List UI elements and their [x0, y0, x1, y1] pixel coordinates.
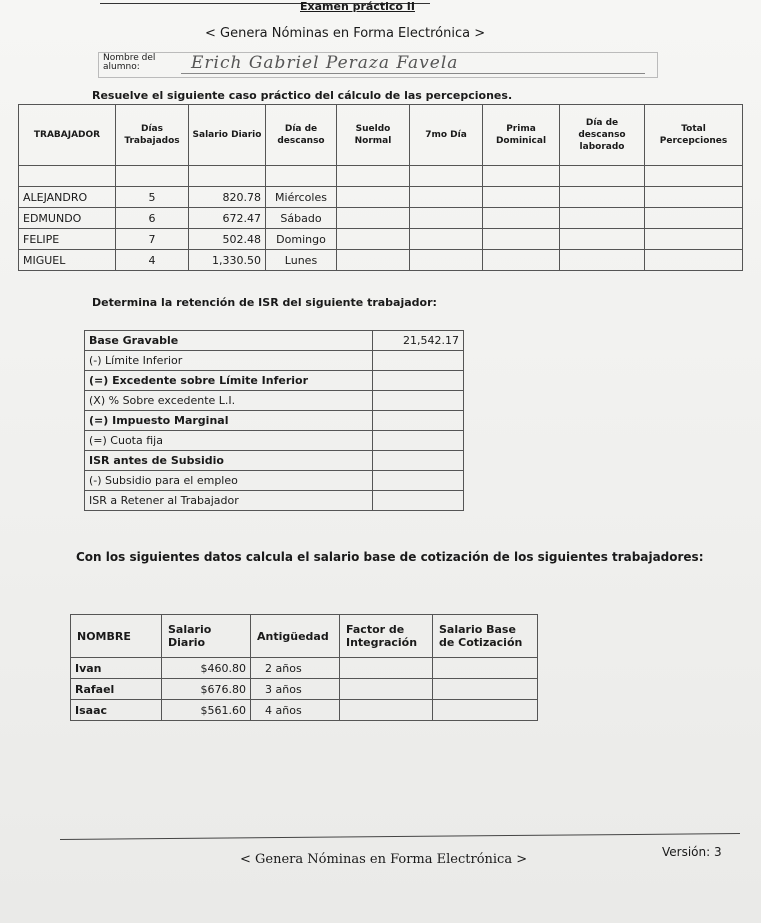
- col-total-percepciones: Total Percepciones: [645, 105, 743, 166]
- col-dia-descanso: Día de descanso: [266, 105, 337, 166]
- col-trabajador: TRABAJADOR: [19, 105, 116, 166]
- student-name-box: [98, 52, 658, 78]
- daily-salary: 502.48: [189, 229, 266, 250]
- table-row: [71, 679, 538, 700]
- table-row: [85, 451, 464, 471]
- footer-subject: < Genera Nóminas en Forma Electrónica >: [240, 852, 528, 867]
- col-nombre: NOMBRE: [71, 615, 162, 658]
- exam-title: Examen práctico II: [300, 0, 415, 13]
- subject-title: < Genera Nóminas en Forma Electrónica >: [205, 26, 486, 41]
- days-worked: 5: [116, 187, 189, 208]
- rest-day: Miércoles: [266, 187, 337, 208]
- col-dia-descanso-laborado: Día de descanso laborado: [560, 105, 645, 166]
- isr-value: [373, 451, 464, 471]
- perceptions-header-row: [19, 105, 743, 166]
- employee-name: Isaac: [71, 700, 162, 721]
- employee-name: Ivan: [71, 658, 162, 679]
- table-row: [85, 491, 464, 511]
- table-row: [85, 391, 464, 411]
- col-salario-diario: Salario Diario: [162, 615, 251, 658]
- table-row: [85, 371, 464, 391]
- seniority: 2 años: [251, 658, 340, 679]
- isr-value: [373, 351, 464, 371]
- table-row: [85, 351, 464, 371]
- isr-label: (=) Impuesto Marginal: [85, 411, 373, 431]
- student-name: Erich Gabriel Peraza Favela: [191, 53, 459, 73]
- footer-rule: [60, 833, 740, 840]
- worker-name: FELIPE: [19, 229, 116, 250]
- isr-value: [373, 491, 464, 511]
- days-worked: 7: [116, 229, 189, 250]
- worker-name: ALEJANDRO: [19, 187, 116, 208]
- col-salario-diario: Salario Diario: [189, 105, 266, 166]
- name-label: Nombre del alumno:: [103, 53, 156, 72]
- col-7mo-dia: 7mo Día: [410, 105, 483, 166]
- isr-label: (X) % Sobre excedente L.I.: [85, 391, 373, 411]
- days-worked: 6: [116, 208, 189, 229]
- name-line: [181, 73, 645, 74]
- isr-label: (=) Excedente sobre Límite Inferior: [85, 371, 373, 391]
- daily-salary: $460.80: [162, 658, 251, 679]
- isr-label: (=) Cuota fija: [85, 431, 373, 451]
- col-salario-base-cotizacion: Salario Base de Cotización: [433, 615, 538, 658]
- table-row: [71, 700, 538, 721]
- table-row: [19, 187, 743, 208]
- seniority: 3 años: [251, 679, 340, 700]
- rest-day: Sábado: [266, 208, 337, 229]
- col-dias-trabajados: Días Trabajados: [116, 105, 189, 166]
- sbc-header-row: [71, 615, 538, 658]
- daily-salary: 820.78: [189, 187, 266, 208]
- perceptions-table: [18, 104, 743, 271]
- col-antiguedad: Antigüedad: [251, 615, 340, 658]
- table-row: [19, 208, 743, 229]
- section1-instruction: Resuelve el siguiente caso práctico del cálculo de las percepciones.: [92, 89, 513, 102]
- section2-instruction: Determina la retención de ISR del siguiente trabajador:: [92, 296, 437, 309]
- daily-salary: 1,330.50: [189, 250, 266, 271]
- rest-day: Domingo: [266, 229, 337, 250]
- table-row: [19, 229, 743, 250]
- isr-label: (-) Subsidio para el empleo: [85, 471, 373, 491]
- col-factor-integracion: Factor de Integración: [340, 615, 433, 658]
- isr-label: ISR antes de Subsidio: [85, 451, 373, 471]
- daily-salary: $676.80: [162, 679, 251, 700]
- table-row: [19, 250, 743, 271]
- col-prima-dominical: Prima Dominical: [483, 105, 560, 166]
- worker-name: MIGUEL: [19, 250, 116, 271]
- table-row: [85, 431, 464, 451]
- section3-instruction: Con los siguientes datos calcula el salario base de cotización de los siguientes trabajadores:: [76, 550, 704, 564]
- isr-label: (-) Límite Inferior: [85, 351, 373, 371]
- col-sueldo-normal: Sueldo Normal: [337, 105, 410, 166]
- isr-value: [373, 411, 464, 431]
- isr-label: Base Gravable: [85, 331, 373, 351]
- table-row: [85, 411, 464, 431]
- seniority: 4 años: [251, 700, 340, 721]
- days-worked: 4: [116, 250, 189, 271]
- table-row: [19, 166, 743, 187]
- table-row: [85, 331, 464, 351]
- contribution-base-table: [70, 614, 538, 721]
- isr-value: [373, 431, 464, 451]
- isr-label: ISR a Retener al Trabajador: [85, 491, 373, 511]
- isr-value: 21,542.17: [373, 331, 464, 351]
- isr-table: [84, 330, 464, 511]
- version-label: Versión: 3: [662, 845, 722, 859]
- rest-day: Lunes: [266, 250, 337, 271]
- worker-name: EDMUNDO: [19, 208, 116, 229]
- table-row: [71, 658, 538, 679]
- isr-value: [373, 391, 464, 411]
- daily-salary: $561.60: [162, 700, 251, 721]
- isr-value: [373, 371, 464, 391]
- employee-name: Rafael: [71, 679, 162, 700]
- table-row: [85, 471, 464, 491]
- daily-salary: 672.47: [189, 208, 266, 229]
- isr-value: [373, 471, 464, 491]
